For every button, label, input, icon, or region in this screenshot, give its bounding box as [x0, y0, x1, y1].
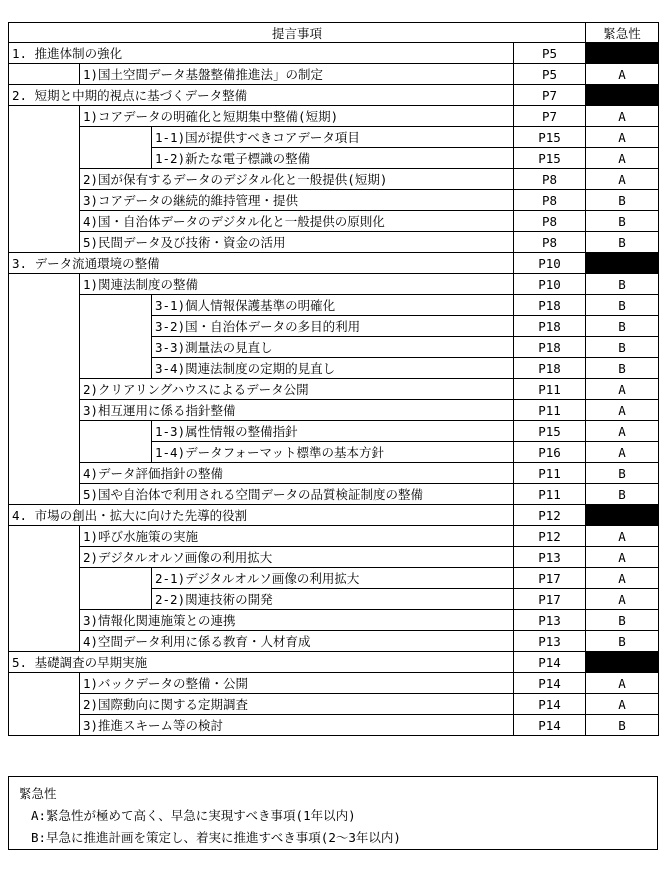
subitem-label: 2-2)関連技術の開発 — [152, 589, 514, 610]
indent-cell — [9, 631, 80, 652]
subitem-row — [9, 127, 659, 148]
urgency-value: A — [586, 400, 659, 421]
item-label: 3)推進スキーム等の検討 — [80, 715, 514, 736]
page-ref: P12 — [514, 526, 586, 547]
item-row — [9, 232, 659, 253]
urgency-value: A — [586, 526, 659, 547]
subitem-label: 3-3)測量法の見直し — [152, 337, 514, 358]
urgency-filled-cell — [586, 43, 659, 64]
urgency-value: A — [586, 64, 659, 85]
urgency-value: A — [586, 148, 659, 169]
page-ref: P17 — [514, 568, 586, 589]
urgency-value: B — [586, 190, 659, 211]
indent-cell — [9, 673, 80, 694]
indent-cell — [80, 127, 152, 148]
urgency-value: B — [586, 316, 659, 337]
indent-cell — [9, 610, 80, 631]
urgency-value: A — [586, 421, 659, 442]
section-row — [9, 505, 659, 526]
page-ref: P8 — [514, 169, 586, 190]
page-ref: P15 — [514, 127, 586, 148]
urgency-value: A — [586, 379, 659, 400]
item-label: 4)空間データ利用に係る教育・人材育成 — [80, 631, 514, 652]
item-label: 2)クリアリングハウスによるデータ公開 — [80, 379, 514, 400]
indent-cell — [9, 106, 80, 127]
page-ref: P18 — [514, 337, 586, 358]
page-ref: P11 — [514, 484, 586, 505]
urgency-filled-cell — [586, 85, 659, 106]
item-label: 1)コアデータの明確化と短期集中整備(短期) — [80, 106, 514, 127]
indent-cell — [9, 589, 80, 610]
indent-cell — [80, 316, 152, 337]
indent-cell — [9, 379, 80, 400]
page-ref: P5 — [514, 64, 586, 85]
subitem-row — [9, 358, 659, 379]
legend-title: 緊急性 — [19, 786, 57, 801]
urgency-value: B — [586, 211, 659, 232]
urgency-value: A — [586, 673, 659, 694]
urgency-value: B — [586, 232, 659, 253]
section-label: 4. 市場の創出・拡大に向けた先導的役割 — [9, 505, 514, 526]
subitem-row — [9, 442, 659, 463]
page-ref: P8 — [514, 190, 586, 211]
indent-cell — [9, 295, 80, 316]
page-ref: P10 — [514, 274, 586, 295]
subitem-label: 1-3)属性情報の整備指針 — [152, 421, 514, 442]
indent-cell — [80, 589, 152, 610]
subitem-row — [9, 148, 659, 169]
header-proposal-items: 提言事項 — [9, 23, 586, 43]
indent-cell — [80, 442, 152, 463]
urgency-value: A — [586, 169, 659, 190]
indent-cell — [80, 568, 152, 589]
item-label: 1)呼び水施策の実施 — [80, 526, 514, 547]
item-label: 1)バックデータの整備・公開 — [80, 673, 514, 694]
item-label: 5)民間データ及び技術・資金の活用 — [80, 232, 514, 253]
urgency-value: A — [586, 106, 659, 127]
page-ref: P12 — [514, 505, 586, 526]
page-ref: P17 — [514, 589, 586, 610]
section-label: 2. 短期と中期的視点に基づくデータ整備 — [9, 85, 514, 106]
section-row — [9, 652, 659, 673]
page-ref: P13 — [514, 547, 586, 568]
page-ref: P7 — [514, 106, 586, 127]
subitem-label: 1-4)データフォーマット標準の基本方針 — [152, 442, 514, 463]
item-row — [9, 169, 659, 190]
urgency-value: A — [586, 547, 659, 568]
item-row — [9, 694, 659, 715]
page-ref: P7 — [514, 85, 586, 106]
legend-item-a: A:緊急性が極めて高く、早急に実現すべき事項(1年以内) — [31, 808, 356, 823]
indent-cell — [9, 400, 80, 421]
section-row — [9, 43, 659, 64]
page-ref: P14 — [514, 673, 586, 694]
indent-cell — [80, 358, 152, 379]
item-label: 3)相互運用に係る指針整備 — [80, 400, 514, 421]
item-row — [9, 190, 659, 211]
subitem-label: 1-2)新たな電子標識の整備 — [152, 148, 514, 169]
subitem-label: 3-1)個人情報保護基準の明確化 — [152, 295, 514, 316]
indent-cell — [9, 274, 80, 295]
indent-cell — [9, 337, 80, 358]
indent-cell — [9, 64, 80, 85]
section-label: 5. 基礎調査の早期実施 — [9, 652, 514, 673]
indent-cell — [9, 148, 80, 169]
item-row — [9, 484, 659, 505]
indent-cell — [9, 421, 80, 442]
indent-cell — [9, 190, 80, 211]
proposal-table — [8, 22, 659, 736]
item-label: 4)国・自治体データのデジタル化と一般提供の原則化 — [80, 211, 514, 232]
item-row — [9, 547, 659, 568]
urgency-value: B — [586, 358, 659, 379]
subitem-label: 1-1)国が提供すべきコアデータ項目 — [152, 127, 514, 148]
indent-cell — [9, 232, 80, 253]
urgency-value: B — [586, 610, 659, 631]
page-ref: P8 — [514, 211, 586, 232]
urgency-filled-cell — [586, 652, 659, 673]
page-ref: P18 — [514, 316, 586, 337]
item-label: 2)国が保有するデータのデジタル化と一般提供(短期) — [80, 169, 514, 190]
page-ref: P8 — [514, 232, 586, 253]
subitem-row — [9, 295, 659, 316]
page-ref: P15 — [514, 421, 586, 442]
item-row — [9, 631, 659, 652]
urgency-value: A — [586, 442, 659, 463]
page-ref: P18 — [514, 295, 586, 316]
subitem-row — [9, 316, 659, 337]
item-label: 5)国や自治体で利用される空間データの品質検証制度の整備 — [80, 484, 514, 505]
urgency-value: A — [586, 589, 659, 610]
page-ref: P14 — [514, 715, 586, 736]
page-ref: P13 — [514, 610, 586, 631]
item-row — [9, 610, 659, 631]
indent-cell — [9, 526, 80, 547]
subitem-label: 3-4)関連法制度の定期的見直し — [152, 358, 514, 379]
indent-cell — [9, 694, 80, 715]
indent-cell — [9, 568, 80, 589]
section-row — [9, 253, 659, 274]
table-header-row — [9, 23, 659, 43]
section-label: 3. データ流通環境の整備 — [9, 253, 514, 274]
indent-cell — [9, 715, 80, 736]
page-ref: P11 — [514, 379, 586, 400]
page-ref: P11 — [514, 463, 586, 484]
urgency-value: B — [586, 337, 659, 358]
item-row — [9, 715, 659, 736]
urgency-value: A — [586, 568, 659, 589]
page-ref: P10 — [514, 253, 586, 274]
indent-cell — [9, 169, 80, 190]
indent-cell — [9, 463, 80, 484]
header-urgency: 緊急性 — [586, 23, 659, 43]
item-label: 4)データ評価指針の整備 — [80, 463, 514, 484]
urgency-value: A — [586, 127, 659, 148]
page-ref: P16 — [514, 442, 586, 463]
urgency-legend — [8, 776, 658, 850]
page-ref: P5 — [514, 43, 586, 64]
indent-cell — [9, 442, 80, 463]
urgency-value: B — [586, 631, 659, 652]
subitem-label: 3-2)国・自治体データの多目的利用 — [152, 316, 514, 337]
indent-cell — [9, 484, 80, 505]
legend-item-b: B:早急に推進計画を策定し、着実に推進すべき事項(2～3年以内) — [31, 830, 401, 845]
indent-cell — [9, 547, 80, 568]
item-label: 1)国土空間データ基盤整備推進法」の制定 — [80, 64, 514, 85]
page-ref: P11 — [514, 400, 586, 421]
item-row — [9, 673, 659, 694]
item-row — [9, 526, 659, 547]
section-label: 1. 推進体制の強化 — [9, 43, 514, 64]
indent-cell — [80, 148, 152, 169]
urgency-filled-cell — [586, 253, 659, 274]
item-row — [9, 379, 659, 400]
item-label: 1)関連法制度の整備 — [80, 274, 514, 295]
urgency-value: B — [586, 463, 659, 484]
page-ref: P15 — [514, 148, 586, 169]
indent-cell — [80, 337, 152, 358]
subitem-row — [9, 337, 659, 358]
table-body — [9, 43, 659, 736]
section-row — [9, 85, 659, 106]
item-label: 2)国際動向に関する定期調査 — [80, 694, 514, 715]
urgency-filled-cell — [586, 505, 659, 526]
item-row — [9, 400, 659, 421]
item-row — [9, 211, 659, 232]
urgency-value: B — [586, 274, 659, 295]
indent-cell — [9, 358, 80, 379]
subitem-row — [9, 589, 659, 610]
page-ref: P14 — [514, 652, 586, 673]
subitem-label: 2-1)デジタルオルソ画像の利用拡大 — [152, 568, 514, 589]
item-row — [9, 463, 659, 484]
indent-cell — [9, 211, 80, 232]
indent-cell — [80, 295, 152, 316]
item-label: 2)デジタルオルソ画像の利用拡大 — [80, 547, 514, 568]
item-label: 3)情報化関連施策との連携 — [80, 610, 514, 631]
indent-cell — [9, 316, 80, 337]
page-ref: P14 — [514, 694, 586, 715]
item-row — [9, 64, 659, 85]
urgency-value: B — [586, 715, 659, 736]
item-label: 3)コアデータの継続的維持管理・提供 — [80, 190, 514, 211]
indent-cell — [9, 127, 80, 148]
urgency-value: B — [586, 295, 659, 316]
indent-cell — [80, 421, 152, 442]
item-row — [9, 106, 659, 127]
item-row — [9, 274, 659, 295]
subitem-row — [9, 568, 659, 589]
urgency-value: B — [586, 484, 659, 505]
urgency-value: A — [586, 694, 659, 715]
subitem-row — [9, 421, 659, 442]
page-ref: P13 — [514, 631, 586, 652]
page-ref: P18 — [514, 358, 586, 379]
